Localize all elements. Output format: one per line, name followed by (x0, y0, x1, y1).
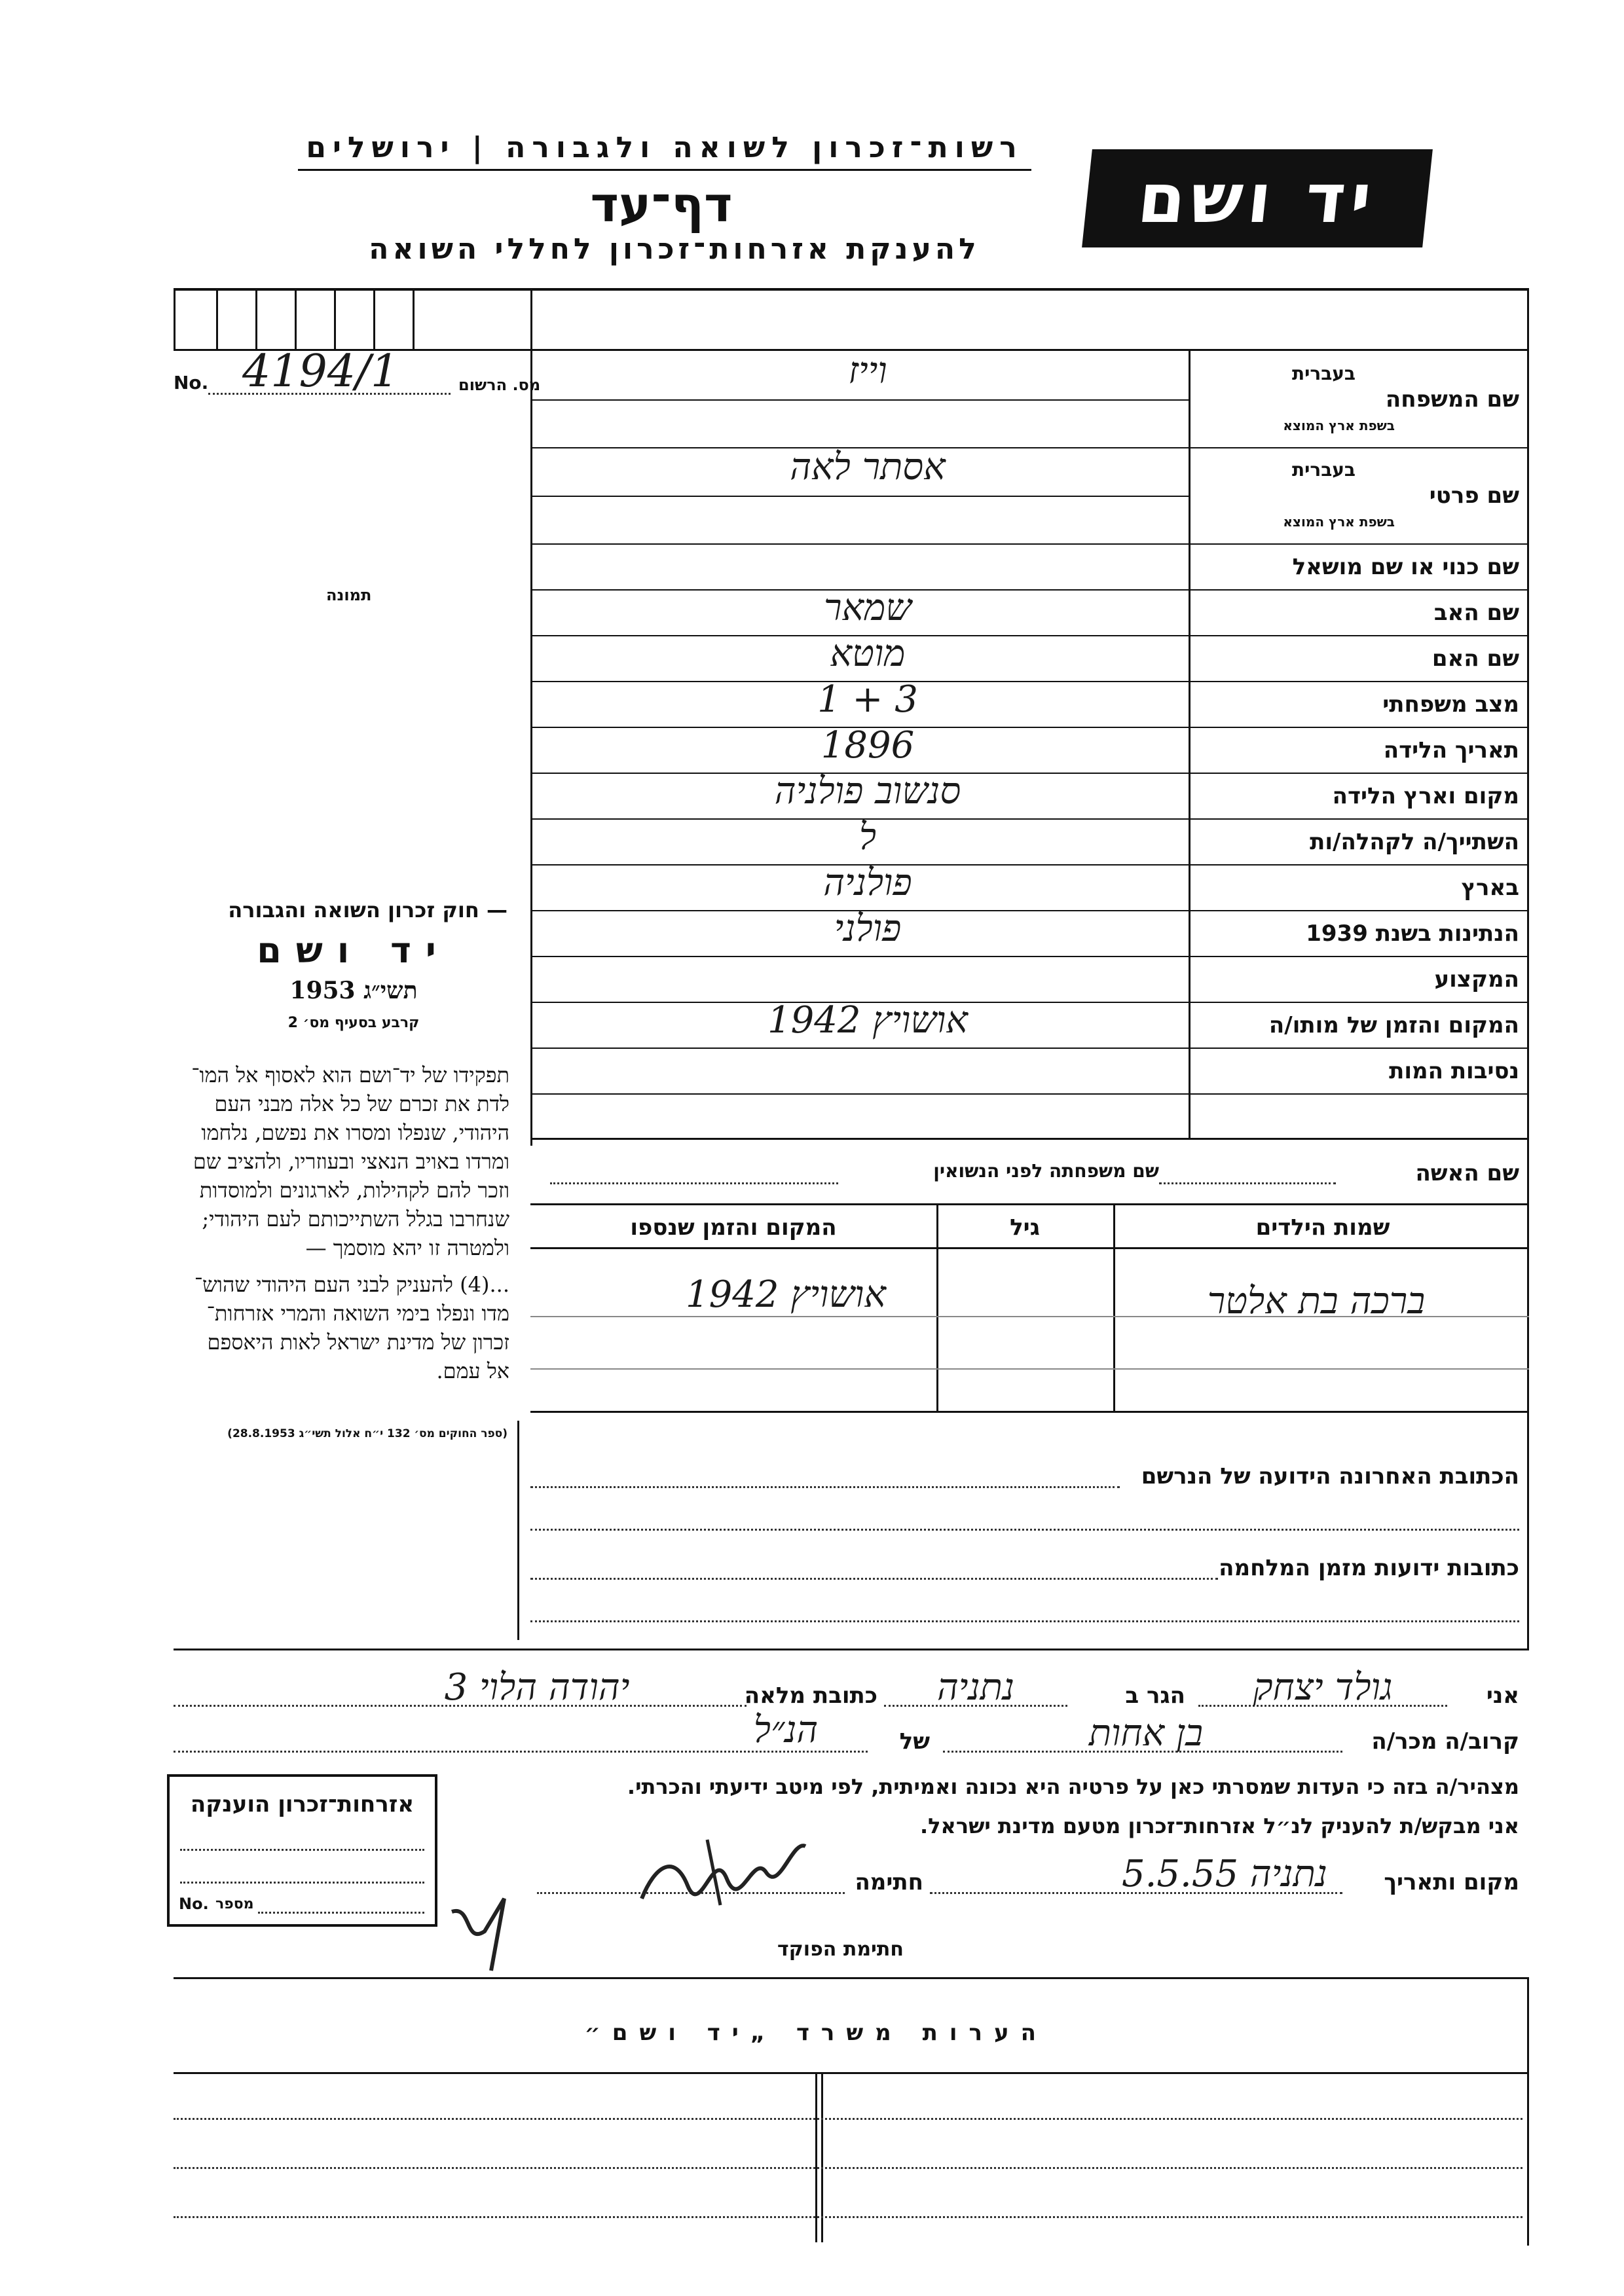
decl-relation-label: קרוב/ה מכר/ה (1371, 1728, 1519, 1755)
decl-i-label: אני (1486, 1683, 1519, 1709)
field-label-3: שם האב (1433, 600, 1519, 626)
field-value-9[interactable]: פולניה (823, 862, 912, 904)
law-line: אל עמם. (436, 1358, 509, 1383)
field-value-5[interactable]: 3 + 1 (817, 678, 918, 721)
office-notes-line-3[interactable] (174, 2216, 1522, 2218)
field-value-0[interactable]: וייז (848, 350, 887, 392)
citizenship-title: אזרחות־זכרון הוענקה (190, 1791, 415, 1817)
law-year: תשי״ג 1953 (289, 977, 418, 1004)
office-notes-title: הערות משרד „יד ושם״ (584, 2020, 1048, 2046)
office-notes-line-1[interactable] (174, 2118, 1522, 2120)
field-label-1: שם פרטי (1429, 483, 1519, 509)
field-sub-hebrew-1: בעברית (1291, 459, 1356, 481)
wartime-address-label: כתובות ידועות מזמן המלחמה (1219, 1555, 1519, 1581)
logo-text: יד ושם (1134, 158, 1380, 238)
field-value-8[interactable]: ל (858, 816, 877, 858)
law-paragraph-1 (182, 1061, 509, 1262)
form-subtitle: להענקת אזרחות־זכרון לחללי השואה (369, 232, 980, 266)
registration-label: מס. הרשום (458, 376, 541, 394)
citizenship-number-he: מספר (215, 1896, 254, 1912)
field-sub-origin-0: בשפת ארץ המוצא (1283, 418, 1395, 433)
decl-resident-label: הגר ב (1125, 1683, 1185, 1709)
field-sub-hebrew-0: בעברית (1291, 363, 1356, 384)
law-heading: — חוק זכרון השואה והגבורה (228, 898, 507, 922)
field-label-2: שם כנוי או שם מושאל (1292, 554, 1519, 580)
law-line: היהודי, שנפלו ומסרו את נפשם, נלחמו (201, 1120, 509, 1145)
field-label-8: השתייך/ה לקהלה/ות (1310, 829, 1519, 855)
field-value-10[interactable]: פולני (834, 907, 902, 950)
field-value-4[interactable]: מוטא (830, 632, 906, 675)
field-value-11[interactable] (589, 953, 1146, 999)
field-value-13[interactable] (589, 1045, 1146, 1091)
last-address-label: הכתובת האחרונה הידועה של הנרשם (1141, 1463, 1519, 1489)
law-source: (ספר החוקים מס׳ 132 י״ח אלול תשי״ג 28.8.1953) (227, 1427, 507, 1440)
law-line: מדו ונפלו בימי השואה והמרי אזרחות־ (206, 1301, 509, 1326)
photo-label: תמונה (326, 586, 372, 604)
citizenship-box (167, 1774, 437, 1927)
field-label-13: נסיבות המות (1389, 1058, 1519, 1084)
authority-line: רשות־זכרון לשואה ולגבורה | ירושלים (306, 131, 1024, 164)
field-label-7: מקום וארץ הלידה (1332, 783, 1519, 809)
field-label-0: שם המשפחה (1385, 386, 1519, 412)
citizenship-number-en: No. (179, 1895, 209, 1913)
registration-number: 4194/1 (242, 346, 399, 397)
officer-signature-label: חתימת הפוקד (777, 1938, 904, 1961)
yad-vashem-logo (1082, 149, 1433, 247)
decl-statement-2: אני מבקש/ת להעניק לנ״ל אזרחות־זכרון מטעם מדינת ישראל. (920, 1813, 1519, 1838)
law-line: תפקידו של יד־ושם הוא לאסוף אל המו־ (191, 1063, 509, 1087)
witness-signature (629, 1827, 812, 1918)
officer-signature (445, 1886, 524, 1977)
law-line: וזכר להם לקהילות, לארגונים ולמוסדות (199, 1178, 509, 1203)
place-date-value: נתניה 5.5.55 (1122, 1853, 1327, 1895)
law-line: לדת את זכרם של כל אלה מבני העם (214, 1091, 509, 1116)
field-label-4: שם האם (1431, 646, 1519, 672)
wartime-address-field[interactable] (530, 1578, 1218, 1580)
child-place: אושויץ 1942 (685, 1273, 887, 1316)
children-header-place: המקום והזמן שנספו (630, 1214, 837, 1241)
decl-statement-1: מצהיר/ה בזה כי העדות שמסרתי כאן על פרטיה היא נכונה ואמיתית, לפי מיטב ידיעתי והכרתי. (627, 1774, 1519, 1799)
law-line: שנחרבו בגלל השתייכותם לעם היהודי; (202, 1207, 509, 1231)
law-paragraph-2 (182, 1270, 509, 1385)
decl-of-value: הנ״ל (753, 1709, 819, 1751)
registration-label-en: No. (174, 372, 209, 393)
decl-i-value: גולד יצחק (1253, 1666, 1393, 1709)
office-notes-line-2[interactable] (174, 2167, 1522, 2169)
field-label-10: הנתינות בשנת 1939 (1306, 920, 1519, 947)
decl-of-label: של (899, 1728, 930, 1755)
wife-maiden-field[interactable] (1159, 1182, 1336, 1184)
law-line: ומרדו באויב הנאצי ובעוזריו, ולהציב שם (193, 1149, 509, 1174)
field-value-12[interactable]: אושויץ 1942 (767, 999, 969, 1042)
wife-maiden-label: שם משפחתה לפני הנשואין (933, 1160, 1159, 1182)
wife-label: שם האשה (1415, 1160, 1519, 1186)
field-label-6: תאריך הלידה (1383, 737, 1519, 763)
field-label-12: המקום והזמן של מותו/ה (1268, 1012, 1519, 1038)
signature-label: חתימה (855, 1869, 923, 1895)
decl-relation-value: בן אחות (1088, 1712, 1204, 1755)
field-label-9: בארץ (1461, 875, 1519, 901)
decl-address-value: יהודה הלוי 3 (444, 1666, 630, 1709)
law-line: ולמטרה זו יהא מוסמך — (305, 1235, 509, 1260)
law-clause: קרבע בסעיף מס׳ 2 (287, 1015, 420, 1031)
law-name: יד ושם (257, 930, 451, 971)
field-value-3[interactable]: שמאר (824, 587, 912, 629)
decl-address-label: כתובת מלאה (744, 1683, 877, 1709)
place-date-label: מקום ותאריך (1384, 1869, 1519, 1895)
field-value-7[interactable]: סנשוב פולניה (774, 770, 961, 812)
child-names: ברכה בת אלטר (1207, 1280, 1426, 1322)
form-title: דף־עד (590, 177, 733, 233)
law-line: זכרון של מדינת ישראל לאות היאספם (207, 1330, 509, 1355)
field-sub-origin-1: בשפת ארץ המוצא (1283, 514, 1395, 530)
field-label-5: מצב משפחתי (1382, 691, 1519, 718)
field-value-6[interactable]: 1896 (821, 724, 915, 767)
law-line: ...(4) להעניק לבני העם היהודי שהוש־ (194, 1272, 509, 1297)
last-address-field[interactable] (530, 1486, 1120, 1488)
field-label-11: המקצוע (1434, 966, 1519, 993)
wife-name-field[interactable] (550, 1182, 838, 1184)
children-header-age: גיל (1010, 1214, 1040, 1241)
field-value-2[interactable] (589, 541, 1146, 587)
children-header-names: שמות הילדים (1255, 1214, 1390, 1241)
field-value-1[interactable]: אסתר לאה (790, 446, 946, 488)
decl-resident-value: נתניה (936, 1666, 1015, 1709)
